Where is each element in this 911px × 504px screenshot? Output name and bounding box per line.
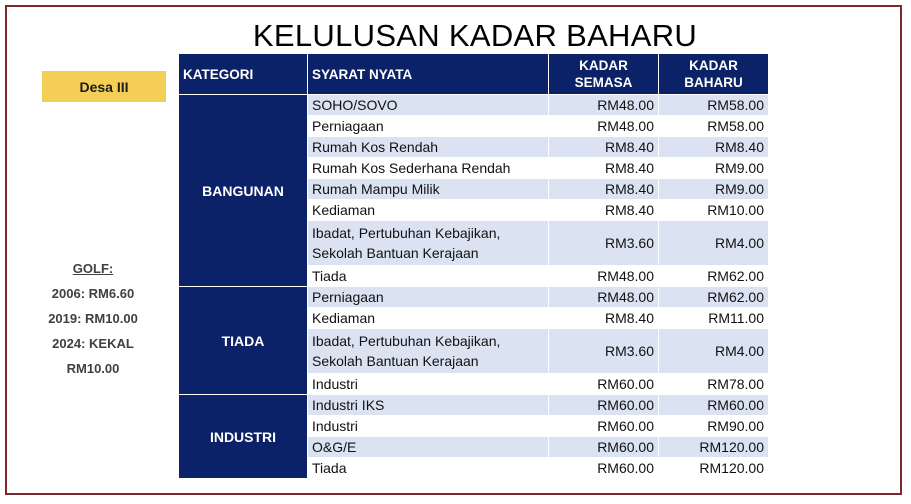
category-cell: TIADA <box>179 287 308 395</box>
table-row <box>179 287 769 308</box>
kadar-semasa-cell: RM8.40 <box>549 137 659 158</box>
header-syarat-nyata: SYARAT NYATA <box>308 54 549 95</box>
syarat-nyata-cell <box>308 137 549 158</box>
kadar-semasa-cell: RM60.00 <box>549 374 659 395</box>
golf-rates-note <box>32 256 154 381</box>
kadar-semasa-cell: RM8.40 <box>549 308 659 329</box>
rate-table <box>178 53 769 479</box>
kadar-semasa-cell: RM8.40 <box>549 179 659 200</box>
syarat-nyata-cell <box>308 437 549 458</box>
golf-heading: GOLF: <box>72 261 114 276</box>
table-row <box>179 395 769 416</box>
golf-line: 2024: KEKAL <box>52 336 134 351</box>
syarat-nyata-cell <box>308 458 549 479</box>
header-kategori: KATEGORI <box>179 54 308 95</box>
kadar-semasa-cell: RM8.40 <box>549 200 659 221</box>
kadar-baharu-cell: RM11.00 <box>659 308 769 329</box>
golf-line: 2006: RM6.60 <box>51 286 135 301</box>
kadar-baharu-cell: RM120.00 <box>659 458 769 479</box>
kadar-semasa-cell: RM60.00 <box>549 416 659 437</box>
kadar-semasa-cell: RM48.00 <box>549 95 659 116</box>
category-cell: BANGUNAN <box>179 95 308 287</box>
syarat-line: Industri IKS <box>312 397 385 413</box>
kadar-semasa-cell: RM48.00 <box>549 116 659 137</box>
kadar-baharu-cell: RM4.00 <box>659 221 769 266</box>
syarat-nyata-cell <box>308 95 549 116</box>
syarat-line: Rumah Kos Rendah <box>312 139 439 155</box>
syarat-line: Sekolah Bantuan Kerajaan <box>312 245 479 261</box>
syarat-nyata-cell <box>308 116 549 137</box>
syarat-nyata-cell <box>308 266 549 287</box>
kadar-baharu-cell: RM58.00 <box>659 116 769 137</box>
syarat-nyata-cell <box>308 416 549 437</box>
syarat-line: Kediaman <box>312 202 376 218</box>
syarat-nyata-cell <box>308 329 549 374</box>
syarat-nyata-cell <box>308 179 549 200</box>
header-kadar-semasa-line2: SEMASA <box>574 75 633 90</box>
kadar-semasa-cell: RM60.00 <box>549 437 659 458</box>
kadar-baharu-cell: RM78.00 <box>659 374 769 395</box>
syarat-line: SOHO/SOVO <box>312 97 398 113</box>
syarat-line: Kediaman <box>312 310 376 326</box>
golf-line: RM10.00 <box>66 361 120 376</box>
kadar-baharu-cell: RM58.00 <box>659 95 769 116</box>
kadar-baharu-cell: RM9.00 <box>659 179 769 200</box>
syarat-nyata-cell <box>308 200 549 221</box>
kadar-baharu-cell: RM10.00 <box>659 200 769 221</box>
syarat-line: Rumah Mampu Milik <box>312 181 440 197</box>
kadar-semasa-cell: RM8.40 <box>549 158 659 179</box>
syarat-nyata-cell <box>308 395 549 416</box>
syarat-line: O&G/E <box>312 439 357 455</box>
header-kadar-semasa <box>549 54 659 95</box>
kadar-baharu-cell: RM62.00 <box>659 266 769 287</box>
golf-line: 2019: RM10.00 <box>48 311 138 326</box>
kadar-semasa-cell: RM3.60 <box>549 329 659 374</box>
kadar-baharu-cell: RM8.40 <box>659 137 769 158</box>
syarat-nyata-cell <box>308 287 549 308</box>
syarat-line: Perniagaan <box>312 118 384 134</box>
kadar-baharu-cell: RM60.00 <box>659 395 769 416</box>
header-kadar-baharu-line2: BAHARU <box>684 75 743 90</box>
syarat-line: Industri <box>312 376 358 392</box>
desa-label-badge: Desa III <box>42 71 166 102</box>
syarat-nyata-cell <box>308 308 549 329</box>
kadar-semasa-cell: RM60.00 <box>549 458 659 479</box>
kadar-semasa-cell: RM60.00 <box>549 395 659 416</box>
syarat-nyata-cell <box>308 221 549 266</box>
syarat-line: Tiada <box>312 268 347 284</box>
table-body <box>179 95 769 479</box>
syarat-nyata-cell <box>308 374 549 395</box>
syarat-nyata-cell <box>308 158 549 179</box>
kadar-semasa-cell: RM48.00 <box>549 266 659 287</box>
table-row <box>179 95 769 116</box>
syarat-line: Ibadat, Pertubuhan Kebajikan, <box>312 333 501 349</box>
kadar-baharu-cell: RM90.00 <box>659 416 769 437</box>
kadar-baharu-cell: RM9.00 <box>659 158 769 179</box>
kadar-semasa-cell: RM3.60 <box>549 221 659 266</box>
syarat-line: Ibadat, Pertubuhan Kebajikan, <box>312 225 501 241</box>
syarat-line: Tiada <box>312 460 347 476</box>
syarat-line: Perniagaan <box>312 289 384 305</box>
header-kadar-baharu-line1: KADAR <box>689 58 738 73</box>
syarat-line: Rumah Kos Sederhana Rendah <box>312 160 511 176</box>
kadar-semasa-cell: RM48.00 <box>549 287 659 308</box>
category-cell: INDUSTRI <box>179 395 308 479</box>
header-kadar-baharu <box>659 54 769 95</box>
syarat-line: Sekolah Bantuan Kerajaan <box>312 353 479 369</box>
table-header-row <box>179 54 769 95</box>
kadar-baharu-cell: RM120.00 <box>659 437 769 458</box>
kadar-baharu-cell: RM62.00 <box>659 287 769 308</box>
page-title: KELULUSAN KADAR BAHARU <box>252 18 698 53</box>
header-kadar-semasa-line1: KADAR <box>579 58 628 73</box>
kadar-baharu-cell: RM4.00 <box>659 329 769 374</box>
syarat-line: Industri <box>312 418 358 434</box>
